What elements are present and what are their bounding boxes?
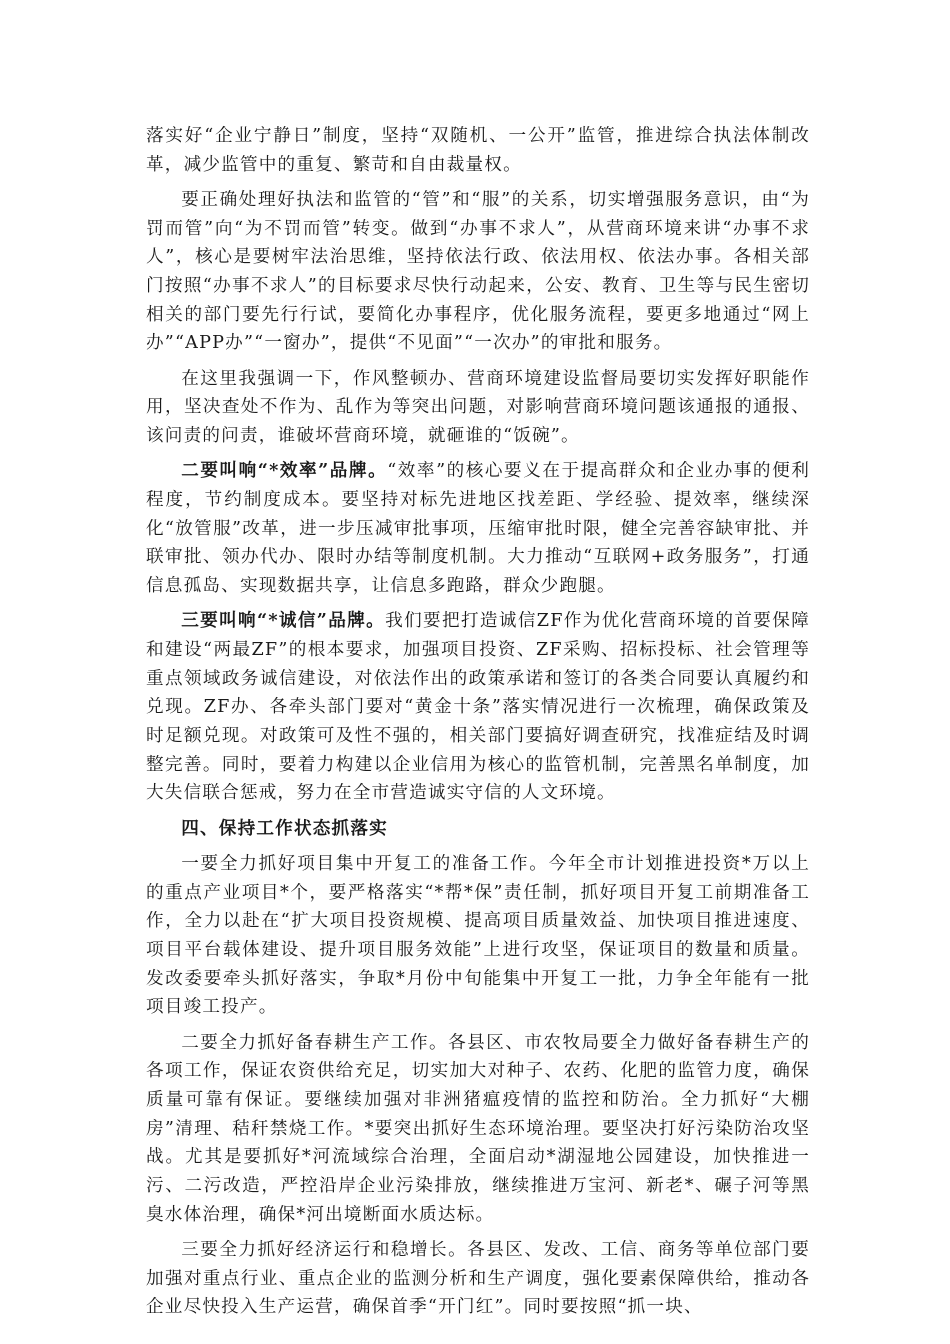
- paragraph-service-awareness: 要正确处理好执法和监管的“管”和“服”的关系，切实增强服务意识，由“为罚而管”向“为不罚而管”转变。做到“办事不求人”，从营商环境来讲“办事不求人”，核心是要树牢法治思维，坚持依法行政、依法用权、依法办事。各相关部门按照“办事不求人”的目标要求尽快行动起来，公安、教育、卫生等与民生密切相关的部门要先行行试，要简化办事程序，优化服务流程，要更多地通过“网上办”“APP办”“一窗办”，提供“不见面”“一次办”的审批和服务。: [146, 189, 810, 354]
- integrity-brand-lead: 三要叫响“*诚信”品牌。: [181, 610, 386, 632]
- paragraph-emphasis: 在这里我强调一下，作风整顿办、营商环境建设监督局要切实发挥好职能作用，坚决查处不作为、乱作为等突出问题，对影响营商环境问题该通报的通报、该问责的问责，谁破坏营商环境，就砸谁的“饭碗”。: [146, 368, 810, 447]
- integrity-brand-body: 我们要把打造诚信ZF作为优化营商环境的首要保障和建设“两最ZF”的根本要求，加强项目投资、ZF采购、招标投标、社会管理等重点领域政务诚信建设，对依法作出的政策承诺和签订的各类合同要认真履约和兑现。ZF办、各牵头部门要对“黄金十条”落实情况进行一次梳理，确保政策及时足额兑现。对政策可及性不强的，相关部门要搞好调查研究，找准症结及时调整完善。同时，要着力构建以企业信用为核心的监管机制，完善黑名单制度，加大失信联合惩戒，努力在全市营造诚实守信的人文环境。: [146, 611, 810, 804]
- section-heading-four: 四、保持工作状态抓落实: [181, 818, 388, 839]
- document-page: [146, 122, 810, 1329]
- paragraph-efficiency-brand: [146, 457, 810, 601]
- paragraph-spring-farming: 二要全力抓好备春耕生产工作。各县区、市农牧局要全力做好备春耕生产的各项工作，保证农资供给充足，切实加大对种子、农药、化肥的监管力度，确保质量可靠有保证。要继续加强对非洲猪瘟疫情的监控和防治。全力抓好“大棚房”清理、秸秆禁烧工作。*要突出抓好生态环境治理。要坚决打好污染防治攻坚战。尤其是要抓好*河流域综合治理，全面启动*湖湿地公园建设，加快推进一污、二污改造，严控沿岸企业污染排放，继续推进万宝河、新老*、碾子河等黑臭水体治理，确保*河出境断面水质达标。: [146, 1032, 810, 1225]
- paragraph-integrity-brand: [146, 607, 810, 808]
- efficiency-brand-body: “效率”的核心要义在于提高群众和企业办事的便利程度，节约制度成本。要坚持对标先进地区找差距、学经验、提效率，继续深化“放管服”改革，进一步压减审批事项，压缩审批时限，健全完善容缺审批、并联审批、领办代办、限时办结等制度机制。大力推动“互联网+政务服务”，打通信息孤岛、实现数据共享，让信息多跑路，群众少跑腿。: [146, 461, 811, 597]
- paragraph-economic-operation: 三要全力抓好经济运行和稳增长。各县区、发改、工信、商务等单位部门要加强对重点行业、重点企业的监测分析和生产调度，强化要素保障供给，推动各企业尽快投入生产运营，确保首季“开门红”。同时要按照“抓一块、: [146, 1240, 810, 1318]
- paragraph-regulation: 落实好“企业宁静日”制度，坚持“双随机、一公开”监管，推进综合执法体制改革，减少监管中的重复、繁苛和自由裁量权。: [146, 126, 810, 175]
- paragraph-project-work: 一要全力抓好项目集中开复工的准备工作。今年全市计划推进投资*万以上的重点产业项目*个，要严格落实“*帮*保”责任制，抓好项目开复工前期准备工作，全力以赴在“扩大项目投资规模、提高项目质量效益、加快项目推进速度、项目平台载体建设、提升项目服务效能”上进行攻坚，保证项目的数量和质量。发改委要牵头抓好落实，争取*月份中旬能集中开复工一批，力争全年能有一批项目竣工投产。: [146, 853, 810, 1018]
- efficiency-brand-lead: 二要叫响“*效率”品牌。: [181, 460, 388, 482]
